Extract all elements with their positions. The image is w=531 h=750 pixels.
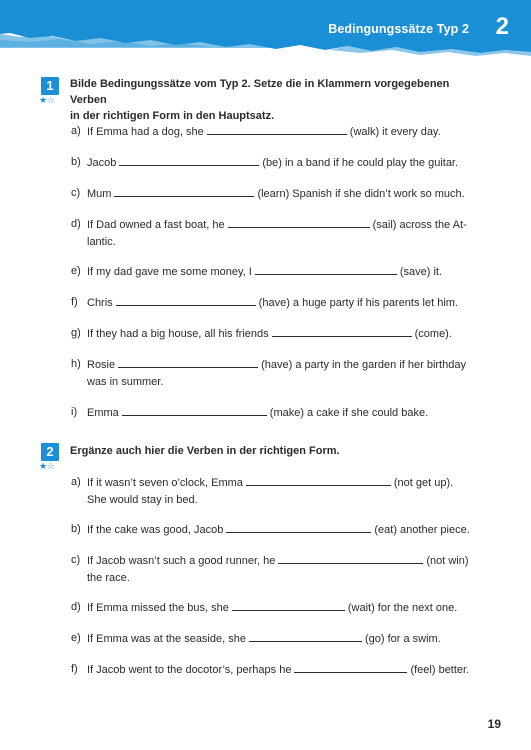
sentence-end: (not win)	[426, 555, 469, 567]
sentence-end: (learn) Spanish if she didn’t work so much.	[257, 188, 465, 200]
sentence-continuation: was in summer.	[87, 375, 164, 388]
answer-blank[interactable]	[118, 356, 258, 368]
answer-blank[interactable]	[116, 294, 256, 306]
sentence-start: Jacob	[87, 157, 117, 169]
item-label: d)	[71, 218, 81, 230]
item-sentence	[87, 474, 477, 508]
exercise-2-difficulty-stars: ★☆	[39, 461, 55, 471]
exercise-2-instruction	[70, 443, 465, 459]
page-number: 19	[487, 717, 501, 731]
answer-blank[interactable]	[249, 630, 362, 642]
sentence-start: If Jacob went to the docotor’s, perhaps he	[87, 664, 292, 676]
item-label: c)	[71, 187, 81, 199]
answer-blank[interactable]	[207, 123, 347, 135]
exercise-2-instruction-line-1: Ergänze auch hier die Verben in der richtigen Form.	[70, 445, 340, 457]
sentence-continuation: the race.	[87, 571, 130, 584]
sentence-end: (walk) it every day.	[349, 126, 441, 138]
item-label: f)	[71, 663, 78, 675]
item-label: b)	[71, 156, 81, 168]
sentence-start: If they had a big house, all his friends	[87, 328, 269, 340]
sentence-start: If Jacob wasn’t such a good runner, he	[87, 555, 276, 567]
sentence-end: (feel) better.	[410, 664, 470, 676]
item-label: e)	[71, 632, 81, 644]
sentence-end: (wait) for the next one.	[347, 602, 458, 614]
exercise-2-badge: 2	[41, 443, 59, 461]
item-label: a)	[71, 125, 81, 137]
item-sentence	[87, 599, 477, 617]
exercise-1-instruction-line-1: Bilde Bedingungssätze vom Typ 2. Setze die in Klammern vorgegebenen Verben	[70, 78, 450, 106]
answer-blank[interactable]	[232, 599, 345, 611]
sentence-start: If the cake was good, Jacob	[87, 524, 224, 536]
sentence-start: If Dad owned a fast boat, he	[87, 219, 225, 231]
sentence-start: Rosie	[87, 359, 116, 371]
item-label: d)	[71, 601, 81, 613]
answer-blank[interactable]	[228, 216, 370, 228]
item-sentence	[87, 123, 477, 141]
sentence-end: (save) it.	[399, 266, 443, 278]
sentence-end: (come).	[414, 328, 452, 340]
item-label: e)	[71, 265, 81, 277]
sentence-start: Mum	[87, 188, 112, 200]
answer-blank[interactable]	[119, 154, 259, 166]
sentence-end: (go) for a swim.	[364, 633, 441, 645]
sentence-start: If Emma was at the seaside, she	[87, 633, 246, 645]
sentence-start: If it wasn’t seven o’clock, Emma	[87, 477, 243, 489]
sentence-end: (make) a cake if she could bake.	[269, 407, 429, 419]
answer-blank[interactable]	[294, 661, 407, 673]
sentence-end: (have) a party in the garden if her birthday	[261, 359, 466, 371]
sentence-end: (not get up).	[393, 477, 454, 489]
item-sentence	[87, 630, 477, 648]
item-sentence	[87, 216, 477, 250]
sentence-end: (eat) another piece.	[374, 524, 470, 536]
item-sentence	[87, 661, 477, 679]
item-sentence	[87, 356, 477, 390]
item-label: b)	[71, 523, 81, 535]
sentence-start: If Emma missed the bus, she	[87, 602, 229, 614]
chapter-number: 2	[495, 13, 509, 40]
answer-blank[interactable]	[246, 474, 391, 486]
sentence-start: If Emma had a dog, she	[87, 126, 204, 138]
item-sentence	[87, 294, 477, 312]
answer-blank[interactable]	[114, 185, 254, 197]
exercise-1-badge: 1	[41, 77, 59, 95]
item-sentence	[87, 185, 477, 203]
item-sentence	[87, 325, 477, 343]
sentence-start: Chris	[87, 297, 113, 309]
exercise-1-instruction	[70, 76, 465, 124]
exercise-1-instruction-line-2: in der richtigen Form in den Hauptsatz.	[70, 110, 275, 122]
item-label: i)	[71, 406, 78, 418]
sentence-end: (have) a huge party if his parents let him.	[258, 297, 458, 309]
item-label: c)	[71, 554, 81, 566]
exercise-1-difficulty-stars: ★☆	[39, 95, 55, 105]
item-sentence	[87, 552, 477, 586]
answer-blank[interactable]	[122, 404, 267, 416]
item-label: h)	[71, 358, 81, 370]
header-title: Bedingungssätze Typ 2	[328, 22, 469, 36]
item-sentence	[87, 521, 477, 539]
sentence-start: If my dad gave me some money, I	[87, 266, 252, 278]
sentence-start: Emma	[87, 407, 119, 419]
answer-blank[interactable]	[226, 521, 371, 533]
sentence-end: (be) in a band if he could play the guitar.	[262, 157, 459, 169]
answer-blank[interactable]	[278, 552, 423, 564]
item-label: g)	[71, 327, 81, 339]
sentence-end: (sail) across the At-	[372, 219, 467, 231]
answer-blank[interactable]	[255, 263, 397, 275]
answer-blank[interactable]	[272, 325, 412, 337]
sentence-continuation: She would stay in bed.	[87, 493, 198, 506]
header-banner	[0, 0, 531, 58]
item-sentence	[87, 263, 477, 281]
item-label: a)	[71, 476, 81, 488]
item-sentence	[87, 154, 477, 172]
item-sentence	[87, 404, 477, 422]
item-label: f)	[71, 296, 78, 308]
sentence-continuation: lantic.	[87, 235, 116, 248]
